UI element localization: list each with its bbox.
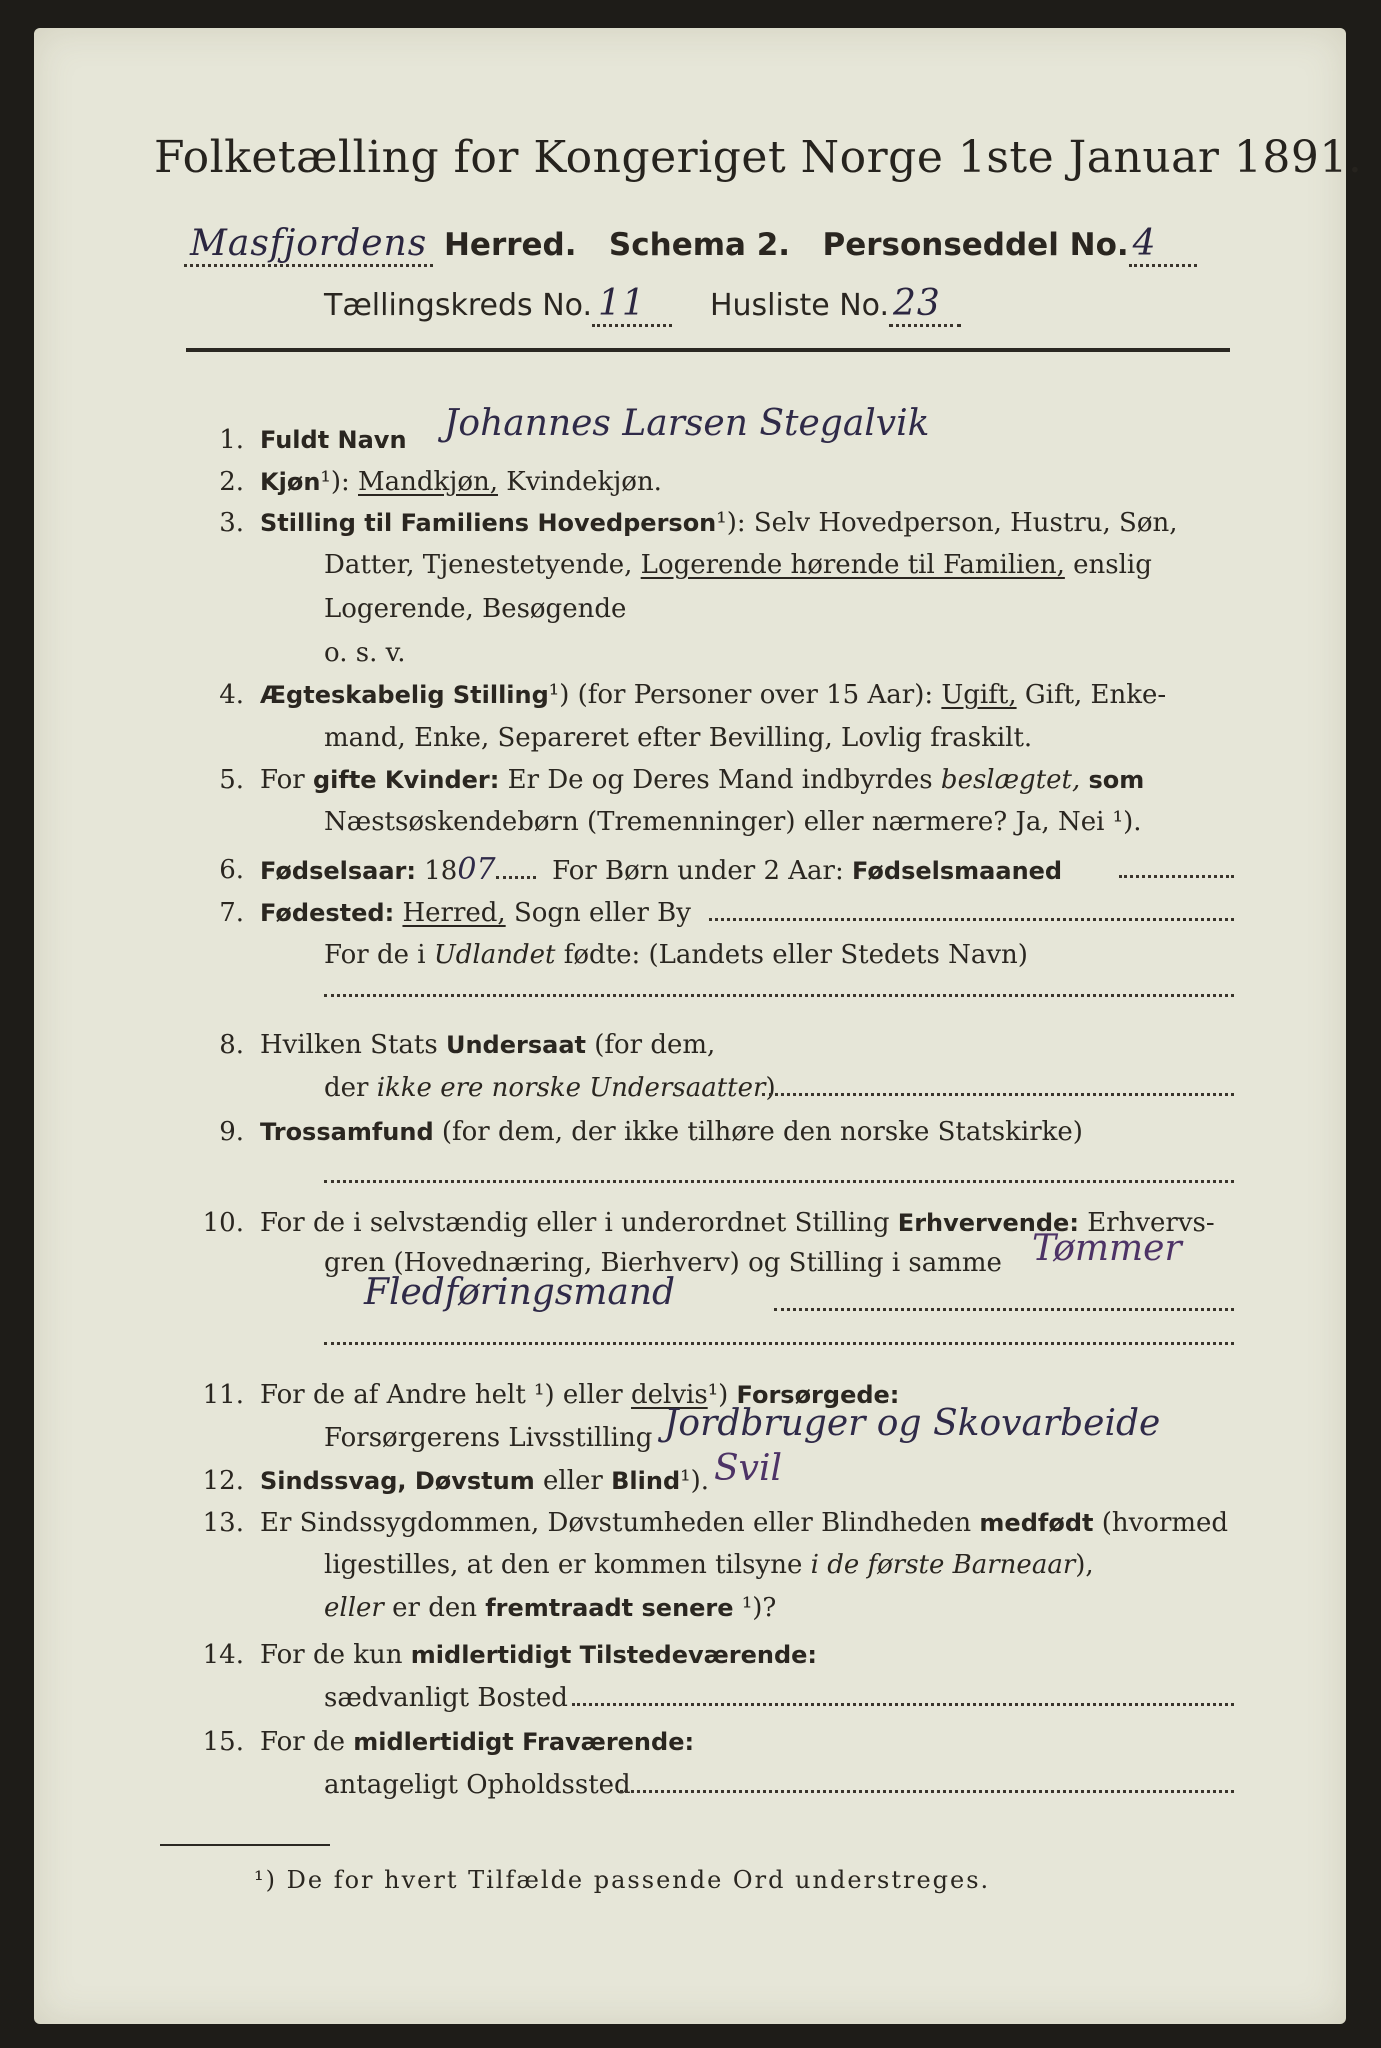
support-option-selected: delvis <box>630 1380 708 1410</box>
herred-label: Herred. <box>443 227 577 263</box>
birth-month-question: For Børn under 2 Aar: <box>552 856 844 886</box>
later-italic: eller <box>324 1593 384 1623</box>
congenital-q1: Er Sindssygdommen, Døvstumheden eller Blindheden <box>260 1508 972 1538</box>
occupation-label: Erhvervende: <box>897 1209 1079 1237</box>
position-options-2c: enslig <box>1073 550 1152 580</box>
personseddel-value: 4 <box>1129 223 1197 267</box>
congenital-label: medfødt <box>979 1509 1094 1537</box>
married-question-italic: beslægtet, <box>940 765 1081 795</box>
marital-qualifier: (for Personer over 15 Aar): <box>577 680 934 710</box>
item-13-line-3 <box>324 1591 776 1625</box>
footnote-text: ¹) De for hvert Tilfælde passende Ord understreges. <box>254 1866 991 1894</box>
supported-label: Forsørgede: <box>736 1381 900 1409</box>
usual-residence-leader <box>572 1703 1234 1706</box>
item-2-text <box>260 465 662 499</box>
marital-label: Ægteskabelig Stilling <box>260 681 549 709</box>
supporter-occupation-label: Forsørgerens Livsstilling <box>324 1423 653 1453</box>
item-3-line-2 <box>324 548 1152 582</box>
census-form-page <box>34 28 1363 2024</box>
support-q1: For de af Andre helt ¹) eller <box>260 1380 623 1410</box>
occupation-leader <box>774 1308 1234 1311</box>
footnote-ref: ¹) <box>548 680 570 710</box>
blind-label: Blind <box>611 1467 681 1495</box>
occupation-q2: Erhvervs- <box>1087 1208 1215 1238</box>
item-number: 14. <box>202 1640 244 1670</box>
footnote-ref: ¹): <box>716 508 746 538</box>
later-label: fremtraadt senere <box>485 1594 734 1622</box>
item-9-text <box>260 1115 1083 1149</box>
religion-leader <box>324 1180 1234 1183</box>
item-number: 7. <box>219 898 244 928</box>
occupation-q3: gren (Hovednæring, Bierhverv) og Stilling i samme <box>324 1248 1002 1278</box>
full-name-value: Johannes Larsen Stegalvik <box>444 403 930 444</box>
congenital-italic: i de første Barneaar <box>810 1550 1076 1580</box>
position-options-4: o. s. v. <box>324 638 406 668</box>
probable-residence-leader <box>620 1790 1234 1793</box>
temp-absent-q1: For de <box>260 1727 345 1757</box>
birth-year-label: Fødselsaar: <box>260 857 416 885</box>
birth-year-prefix: 18 <box>424 856 458 886</box>
religion-question: (for dem, der ikke tilhøre den norske Statskirke) <box>441 1117 1083 1147</box>
herred-value: Masfjordens <box>184 223 433 267</box>
footnote-divider <box>160 1844 330 1846</box>
position-label: Stilling til Familiens Hovedperson <box>260 509 717 537</box>
religion-label: Trossamfund <box>260 1118 434 1146</box>
item-number: 1. <box>219 425 244 455</box>
item-3-line-1 <box>260 506 1178 540</box>
citizenship-q2: (for dem, <box>594 1030 716 1060</box>
temp-present-q1: For de kun <box>260 1640 403 1670</box>
footnote-ref: ¹) <box>707 1380 729 1410</box>
foreign-italic: Udlandet <box>433 940 556 970</box>
birthplace-label: Fødested: <box>260 899 395 927</box>
item-number: 11. <box>202 1380 244 1410</box>
birthplace-options: Sogn eller By <box>513 898 691 928</box>
item-15-line-1 <box>260 1725 694 1759</box>
item-number: 6. <box>219 855 244 885</box>
husliste-label: Husliste No. <box>709 288 890 323</box>
item-5-prefix: For <box>260 765 305 795</box>
footnote-ref: ¹): <box>320 467 350 497</box>
married-question-end: som <box>1088 766 1145 794</box>
item-8-line-2: der ikke ere norske Undersaatter) <box>324 1073 776 1103</box>
usual-residence-label: sædvanligt Bosted <box>324 1683 568 1713</box>
item-6-text <box>260 853 1062 888</box>
sex-option-male: Mandkjøn, <box>358 467 498 497</box>
item-14-line-1 <box>260 1638 817 1672</box>
item-number: 4. <box>219 680 244 710</box>
personseddel-label: Personseddel No. <box>822 227 1129 263</box>
congenital-q3: ligestilles, at den er kommen tilsyne <box>324 1550 803 1580</box>
item-number: 15. <box>202 1727 244 1757</box>
birth-month-label: Fødselsmaaned <box>852 857 1063 885</box>
marital-options-1: Gift, Enke- <box>1024 680 1167 710</box>
congenital-q4: ), <box>1075 1550 1094 1580</box>
item-number: 3. <box>219 508 244 538</box>
kreds-value: 11 <box>592 283 672 327</box>
married-women-label: gifte Kvinder: <box>312 766 500 794</box>
marital-options-2: mand, Enke, Separeret efter Bevilling, Lovlig fraskilt. <box>324 723 1033 753</box>
occupation-value-1: Tømmer <box>1032 1228 1182 1269</box>
footnote-ref: ¹). <box>680 1466 709 1496</box>
later-q1: er den <box>392 1593 477 1623</box>
herred-line <box>184 223 1197 267</box>
foreign-prefix: For de i <box>324 940 426 970</box>
disability-value: Svil <box>714 1448 783 1489</box>
item-5-line-1 <box>260 763 1144 797</box>
item-4-line-1 <box>260 678 1166 712</box>
item-1-text <box>260 423 407 457</box>
birthplace-leader <box>709 918 1234 921</box>
item-7-line-1 <box>260 896 691 930</box>
probable-residence-label: antageligt Opholdssted <box>324 1770 631 1800</box>
item-13-line-1 <box>260 1506 1228 1540</box>
citizenship-leader <box>762 1093 1234 1096</box>
foreign-suffix: fødte: (Landets eller Stedets Navn) <box>563 940 1028 970</box>
citizenship-q1: Hvilken Stats <box>260 1030 438 1060</box>
husliste-value: 23 <box>889 283 961 327</box>
header-divider <box>186 348 1230 352</box>
position-options-2a: Datter, Tjenestetyende, <box>324 550 633 580</box>
item-number: 2. <box>219 467 244 497</box>
form-title: Folketælling for Kongeriget Norge 1ste Januar 1891. <box>154 132 1363 183</box>
item-number: 8. <box>219 1030 244 1060</box>
married-question-2: Næstsøskendebørn (Tremenninger) eller nærmere? Ja, Nei ¹). <box>324 807 1142 837</box>
item-number: 5. <box>219 765 244 795</box>
citizenship-label: Undersaat <box>445 1031 586 1059</box>
position-option-selected: Logerende hørende til Familien, <box>640 550 1065 580</box>
disability-or: eller <box>543 1466 603 1496</box>
schema-label: Schema 2. <box>608 227 791 263</box>
citizenship-q3: der <box>324 1073 369 1103</box>
temp-absent-label: midlertidigt Fraværende: <box>353 1728 695 1756</box>
footnote-ref: ¹)? <box>741 1593 777 1623</box>
birth-month-leader <box>1119 875 1234 878</box>
item-number: 9. <box>219 1117 244 1147</box>
temp-present-label: midlertidigt Tilstedeværende: <box>410 1641 818 1669</box>
sex-option-female: Kvindekjøn. <box>506 467 662 497</box>
position-options-3: Logerende, Besøgende <box>324 594 627 624</box>
full-name-label: Fuldt Navn <box>260 426 407 454</box>
kreds-line <box>324 283 961 327</box>
supporter-occupation-value: Jordbruger og Skovarbeide <box>664 1403 1161 1444</box>
citizenship-italic: ikke ere norske Undersaatter <box>376 1073 766 1103</box>
married-question-1: Er De og Deres Mand indbyrdes <box>507 765 933 795</box>
occupation-leader-2 <box>324 1342 1234 1345</box>
position-options-1: Selv Hovedperson, Hustru, Søn, <box>753 508 1178 538</box>
item-number: 12. <box>202 1466 244 1496</box>
marital-option-selected: Ugift, <box>941 680 1017 710</box>
kreds-label: Tællingskreds No. <box>324 288 592 323</box>
sex-label: Kjøn <box>260 468 321 496</box>
foreign-leader <box>324 994 1234 997</box>
item-12-text <box>260 1464 709 1498</box>
item-8-line-1 <box>260 1028 715 1062</box>
item-number: 10. <box>202 1208 244 1238</box>
item-7-line-2 <box>324 938 1028 972</box>
birth-year-value: 07 <box>457 852 496 887</box>
item-13-line-2 <box>324 1548 1094 1582</box>
item-number: 13. <box>202 1508 244 1538</box>
occupation-q1: For de i selvstændig eller i underordnet Stilling <box>260 1208 890 1238</box>
disability-label: Sindssvag, Døvstum <box>260 1467 535 1495</box>
congenital-q2: (hvormed <box>1101 1508 1229 1538</box>
birthplace-option-selected: Herred, <box>402 898 506 928</box>
occupation-value-2: Fledføringsmand <box>364 1272 676 1313</box>
